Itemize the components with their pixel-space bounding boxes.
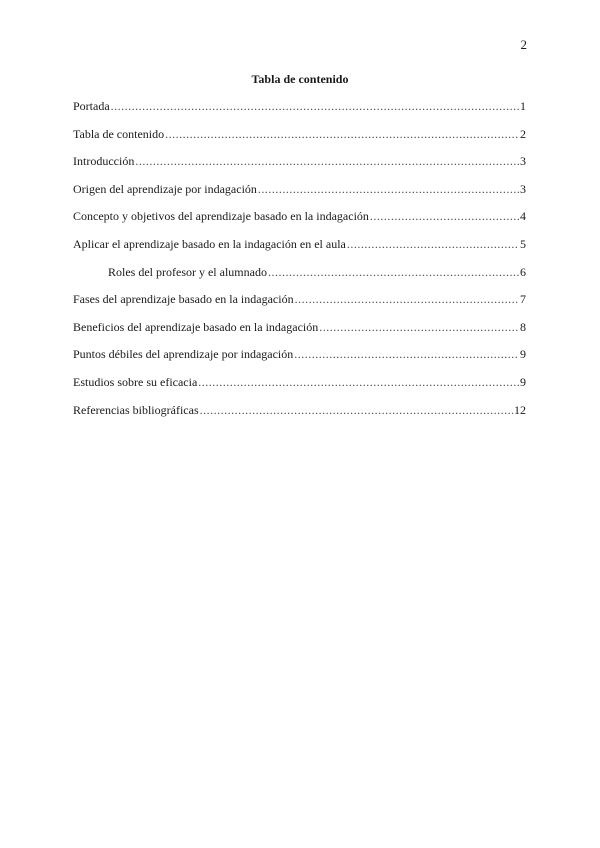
toc-entry-label: Portada bbox=[73, 99, 110, 113]
toc-entry-label: Puntos débiles del aprendizaje por indagación bbox=[73, 347, 294, 362]
toc-entry-concepto-y-objetivos[interactable] bbox=[73, 209, 526, 237]
toc-entry-label: Beneficios del aprendizaje basado en la indagación bbox=[73, 319, 319, 334]
toc-leader-dots bbox=[370, 209, 519, 224]
toc-leader-dots bbox=[258, 182, 519, 197]
toc-entry-page: 4 bbox=[520, 209, 526, 224]
toc-entry-page: 3 bbox=[520, 154, 526, 169]
toc-entry-page: 8 bbox=[520, 319, 526, 334]
toc-leader-dots bbox=[319, 320, 519, 335]
toc-entry-page: 6 bbox=[520, 264, 526, 279]
toc-entry-label: Aplicar el aprendizaje basado en la indagación en el aula bbox=[73, 236, 346, 251]
toc-entry-label: Concepto y objetivos del aprendizaje basado en la indagación bbox=[73, 209, 369, 224]
toc-entry-aplicar-en-el-aula[interactable] bbox=[73, 237, 526, 265]
toc-entry-estudios[interactable] bbox=[73, 375, 526, 403]
toc-entry-origen[interactable] bbox=[73, 182, 526, 210]
toc-entry-page: 3 bbox=[520, 181, 526, 196]
toc-entry-label: Referencias bibliográficas bbox=[73, 402, 199, 417]
toc-title: Tabla de contenido bbox=[251, 72, 349, 86]
page-number: 2 bbox=[520, 37, 527, 52]
toc-entry-referencias[interactable] bbox=[73, 403, 526, 431]
toc-leader-dots bbox=[347, 237, 519, 252]
toc-entry-fases[interactable] bbox=[73, 292, 526, 320]
toc-leader-dots bbox=[294, 347, 519, 362]
toc-leader-dots bbox=[295, 292, 519, 307]
toc-leader-dots bbox=[198, 375, 519, 390]
toc-entry-label: Roles del profesor y el alumnado bbox=[108, 264, 267, 279]
toc-entry-tabla-de-contenido[interactable] bbox=[73, 127, 526, 155]
toc-entry-label: Origen del aprendizaje por indagación bbox=[73, 181, 257, 196]
toc-entry-page: 2 bbox=[520, 126, 526, 141]
toc-entry-page: 1 bbox=[520, 99, 526, 113]
toc-leader-dots bbox=[111, 99, 519, 114]
toc-entry-page: 5 bbox=[520, 236, 526, 251]
toc-entry-label: Fases del aprendizaje basado en la indagación bbox=[73, 292, 294, 307]
toc-leader-dots bbox=[135, 154, 519, 169]
toc-leader-dots bbox=[165, 127, 519, 142]
toc-entry-beneficios[interactable] bbox=[73, 320, 526, 348]
toc-entry-label: Introducción bbox=[73, 154, 135, 169]
toc-entry-introduccion[interactable] bbox=[73, 154, 526, 182]
toc-entry-page: 12 bbox=[514, 402, 526, 417]
toc-leader-dots bbox=[200, 403, 513, 418]
toc-entry-label: Estudios sobre su eficacia bbox=[73, 374, 198, 389]
toc-entry-portada[interactable] bbox=[73, 99, 526, 127]
toc-entry-page: 9 bbox=[520, 347, 526, 362]
toc-entry-roles[interactable] bbox=[73, 265, 526, 293]
toc-entry-label: Tabla de contenido bbox=[73, 126, 165, 141]
toc-leader-dots bbox=[268, 265, 519, 280]
toc-entry-page: 9 bbox=[520, 374, 526, 389]
toc-entry-page: 7 bbox=[520, 292, 526, 307]
toc-entry-puntos-debiles[interactable] bbox=[73, 347, 526, 375]
table-of-contents bbox=[73, 99, 526, 430]
